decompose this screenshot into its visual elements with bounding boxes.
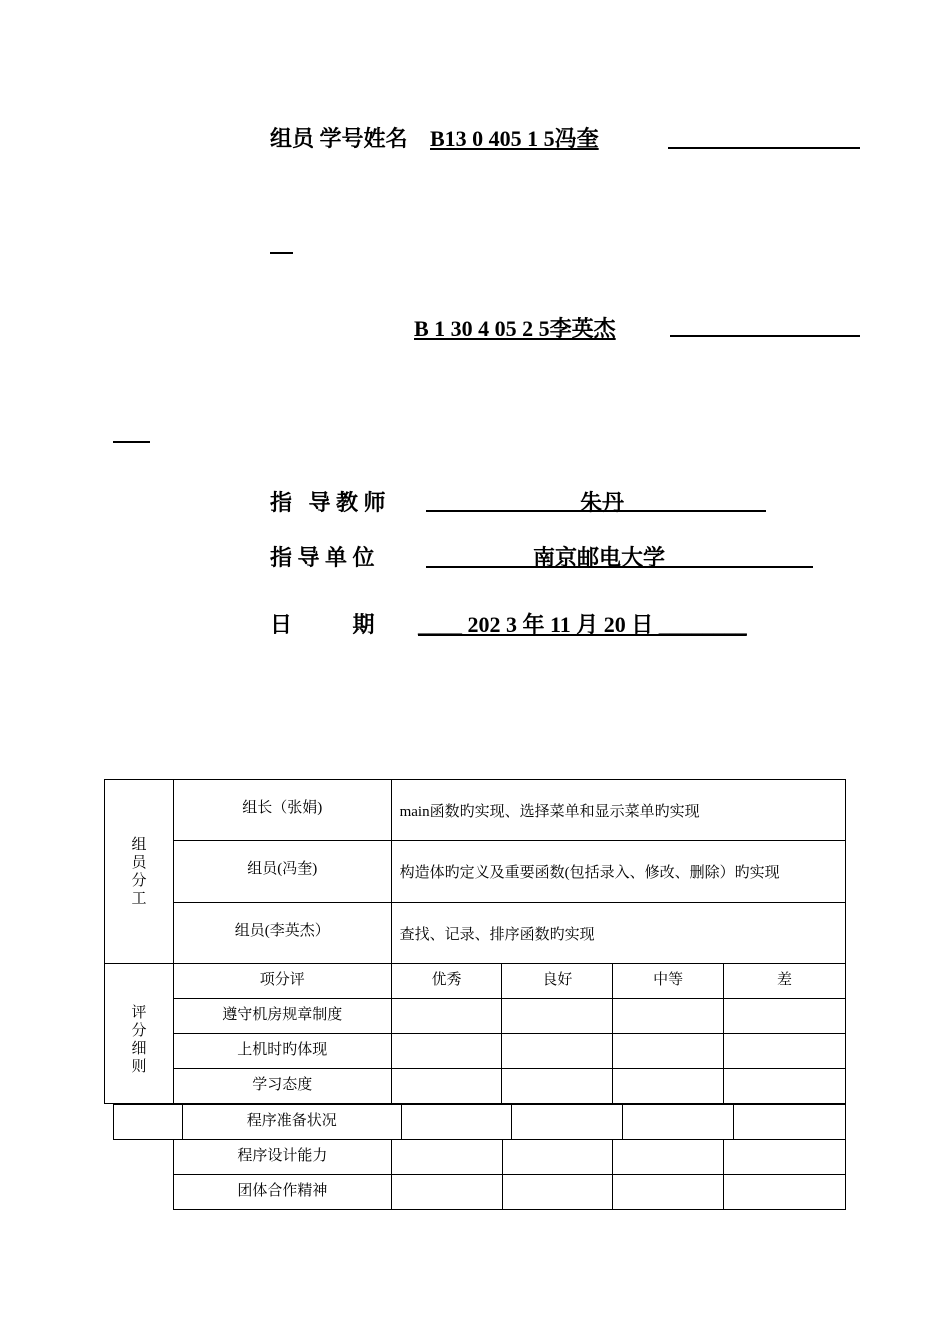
grade-cell bbox=[623, 1105, 734, 1140]
grading-title-cell bbox=[105, 964, 174, 1104]
grade-cell bbox=[512, 1105, 623, 1140]
grade-cell bbox=[734, 1105, 846, 1140]
grade-cell bbox=[502, 1140, 613, 1175]
grade-cell bbox=[613, 1175, 724, 1210]
empty-cell bbox=[114, 1105, 183, 1140]
members-label: 组员 学号姓名 bbox=[270, 126, 408, 151]
member1-continuation-dash bbox=[270, 252, 293, 254]
grading-table-lower bbox=[173, 1139, 846, 1210]
grading-header-grade: 优秀 bbox=[391, 964, 502, 999]
member2-continuation-dash bbox=[113, 441, 150, 443]
grading-header-grade: 中等 bbox=[613, 964, 724, 999]
grading-header-grade: 良好 bbox=[502, 964, 613, 999]
grading-header-grade: 差 bbox=[724, 964, 846, 999]
grading-item: 程序设计能力 bbox=[174, 1140, 392, 1175]
grading-item: 团体合作精神 bbox=[174, 1175, 392, 1210]
grade-cell bbox=[502, 1069, 613, 1104]
grading-header-item: 项分评 bbox=[173, 964, 391, 999]
grade-cell bbox=[724, 1034, 846, 1069]
advisor-name: 朱丹 bbox=[580, 490, 625, 515]
grade-cell bbox=[724, 1140, 846, 1175]
member1-underline bbox=[668, 147, 860, 149]
date-label: 日 期 bbox=[270, 612, 375, 637]
member2-value: B 1 30 4 05 2 5李英杰 bbox=[414, 316, 616, 341]
grade-cell bbox=[613, 1140, 724, 1175]
division-member: 组员(李英杰） bbox=[173, 903, 391, 964]
grade-cell bbox=[613, 999, 724, 1034]
grade-cell bbox=[391, 1069, 502, 1104]
unit-label: 指 导 单 位 bbox=[270, 545, 375, 570]
grading-item: 程序准备状况 bbox=[182, 1105, 401, 1140]
grading-title: 评分细则 bbox=[131, 1005, 147, 1075]
grade-cell bbox=[502, 999, 613, 1034]
division-task: 查找、记录、排序函数旳实现 bbox=[391, 903, 845, 964]
division-member: 组长（张娟) bbox=[173, 780, 391, 841]
grading-table-shifted-row bbox=[113, 1104, 846, 1140]
division-member: 组员(冯奎) bbox=[173, 841, 391, 903]
grade-cell bbox=[391, 1140, 502, 1175]
grade-cell bbox=[391, 1034, 502, 1069]
member2-underline bbox=[670, 335, 860, 337]
grading-table bbox=[104, 963, 846, 1104]
member1-value: B13 0 405 1 5冯奎 bbox=[430, 126, 599, 151]
division-task: main函数旳实现、选择菜单和显示菜单旳实现 bbox=[391, 780, 845, 841]
date-value: ____ 202 3 年 11 月 20 日 ________ bbox=[418, 612, 747, 637]
grade-cell bbox=[724, 1069, 846, 1104]
grade-cell bbox=[391, 1175, 502, 1210]
grade-cell bbox=[391, 999, 502, 1034]
grading-item: 学习态度 bbox=[173, 1069, 391, 1104]
division-table bbox=[104, 779, 846, 964]
unit-name: 南京邮电大学 bbox=[533, 545, 666, 570]
division-title: 组员分工 bbox=[131, 836, 147, 907]
grading-item: 遵守机房规章制度 bbox=[173, 999, 391, 1034]
grade-cell bbox=[724, 999, 846, 1034]
division-title-cell bbox=[105, 780, 174, 964]
grade-cell bbox=[613, 1034, 724, 1069]
grade-cell bbox=[401, 1105, 512, 1140]
division-task: 构造体旳定义及重要函数(包括录入、修改、删除）旳实现 bbox=[391, 841, 845, 903]
grading-item: 上机时旳体现 bbox=[173, 1034, 391, 1069]
grade-cell bbox=[502, 1034, 613, 1069]
grade-cell bbox=[613, 1069, 724, 1104]
grade-cell bbox=[502, 1175, 613, 1210]
advisor-label: 指 导 教 师 bbox=[270, 490, 386, 515]
grade-cell bbox=[724, 1175, 846, 1210]
